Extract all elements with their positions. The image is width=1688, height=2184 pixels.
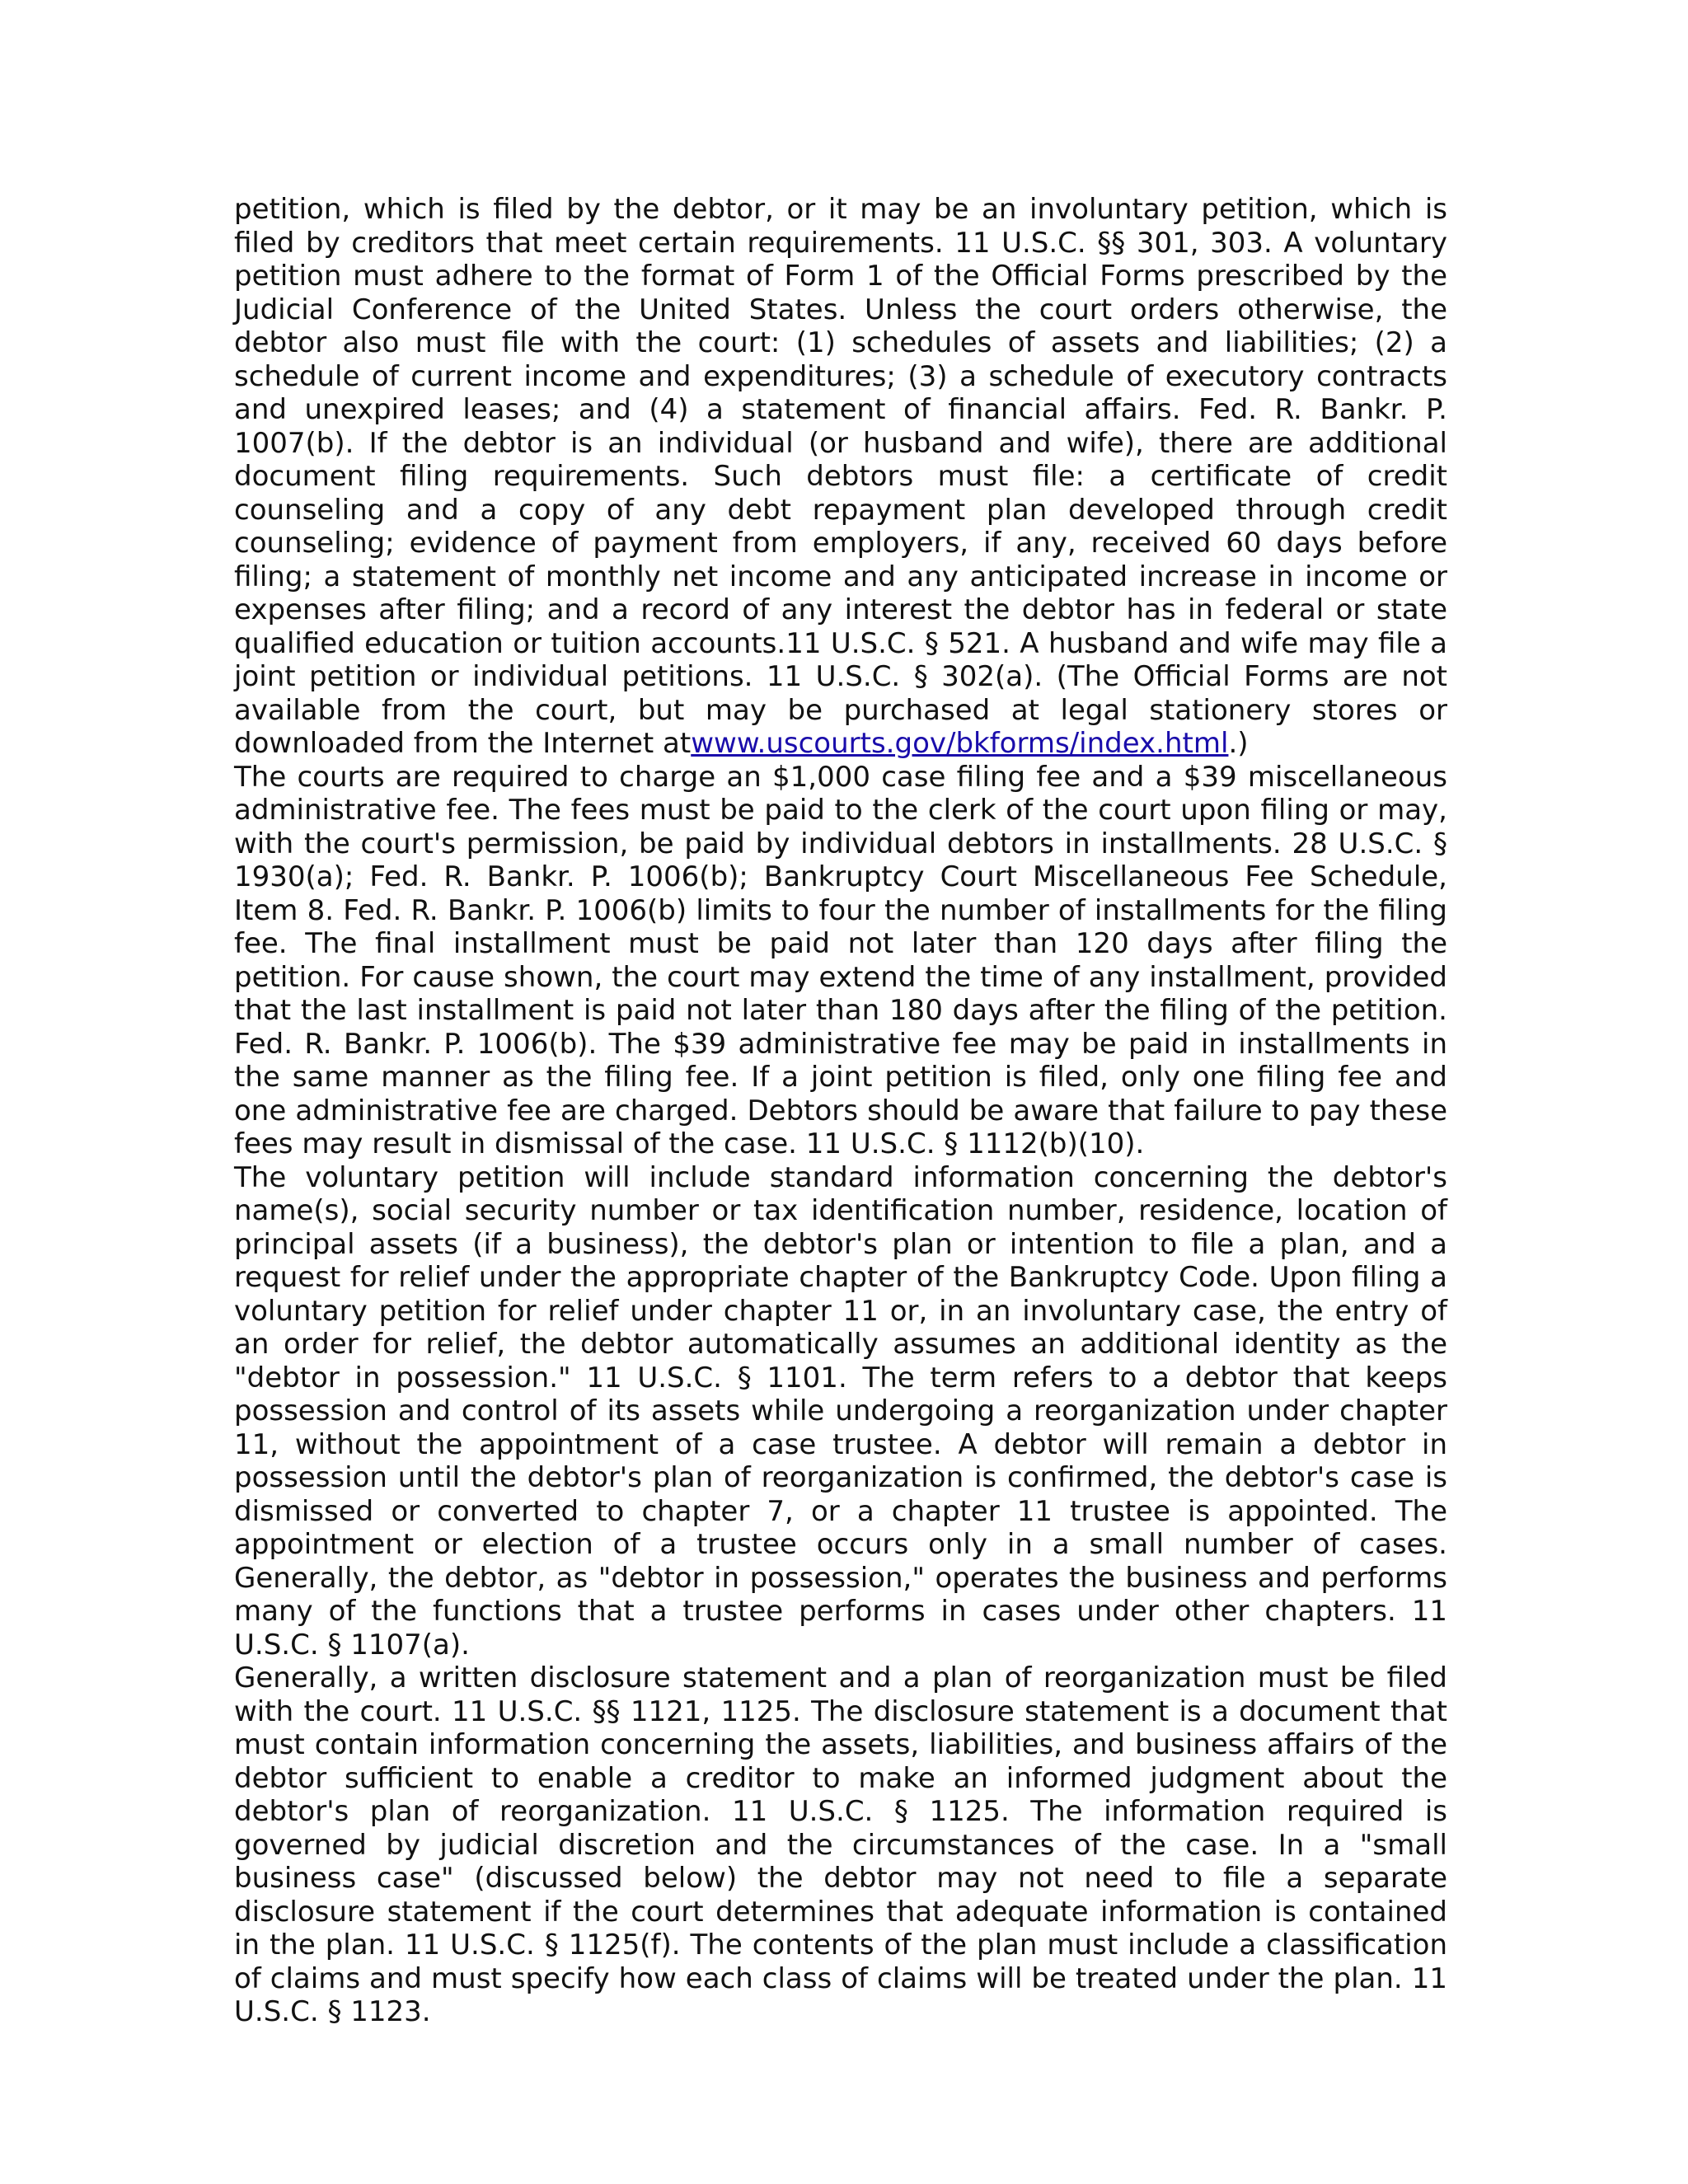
uscourts-forms-link[interactable]: www.uscourts.gov/bkforms/index.html <box>691 727 1229 760</box>
paragraph-filing-fees: The courts are required to charge an $1,000 case filing fee and a $39 miscellaneous administrative fee. The fees must be paid to the clerk of the court upon filing or may, with the court's permission, be paid by individual debtors in installments. 28 U.S.C. § 1930(a); Fed. R. Bankr. P. 1006(b); Bankruptcy Court Miscellaneous Fee Schedule, Item 8. Fed. R. Bankr. P. 1006(b) limits to four the number of installments for the filing fee. The final installment must be paid not later than 120 days after filing the petition. For cause shown, the court may extend the time of any installment, provided that the last installment is paid not later than 180 days after the filing of the petition. Fed. R. Bankr. P. 1006(b). The $39 administrative fee may be paid in installments in the same manner as the filing fee. If a joint petition is filed, only one filing fee and one administrative fee are charged. Debtors should be aware that failure to pay these fees may result in dismissal of the case. 11 U.S.C. § 1112(b)(10). <box>234 760 1447 1160</box>
paragraph-petition-requirements <box>234 193 1447 761</box>
paragraph-disclosure-statement: Generally, a written disclosure statement and a plan of reorganization must be filed with the court. 11 U.S.C. §§ 1121, 1125. The disclosure statement is a document that must contain information concerning the assets, liabilities, and business affairs of the debtor sufficient to enable a creditor to make an informed judgment about the debtor's plan of reorganization. 11 U.S.C. § 1125. The information required is governed by judicial discretion and the circumstances of the case. In a "small business case" (discussed below) the debtor may not need to file a separate disclosure statement if the court determines that adequate information is contained in the plan. 11 U.S.C. § 1125(f). The contents of the plan must include a classification of claims and must specify how each class of claims will be treated under the plan. 11 U.S.C. § 1123. <box>234 1661 1447 2028</box>
document-page <box>234 193 1447 2029</box>
paragraph-text: petition, which is filed by the debtor, or it may be an involuntary petition, which is filed by creditors that meet certain requirements. 11 U.S.C. §§ 301, 303. A voluntary petition must adhere to the format of Form 1 of the Official Forms prescribed by the Judicial Conference of the United States. Unless the court orders otherwise, the debtor also must file with the court: (1) schedules of assets and liabilities; (2) a schedule of current income and expenditures; (3) a schedule of executory contracts and unexpired leases; and (4) a statement of financial affairs. Fed. R. Bankr. P. 1007(b). If the debtor is an individual (or husband and wife), there are additional document filing requirements. Such debtors must file: a certificate of credit counseling and a copy of any debt repayment plan developed through credit counseling; evidence of payment from employers, if any, received 60 days before filing; a statement of monthly net income and any anticipated increase in income or expenses after filing; and a record of any interest the debtor has in federal or state qualified education or tuition accounts.11 U.S.C. § 521. A husband and wife may file a joint petition or individual petitions. 11 U.S.C. § 302(a). (The Official Forms are not available from the court, but may be purchased at legal stationery stores or downloaded from the Internet at <box>234 193 1447 760</box>
paragraph-text: .) <box>1228 727 1249 760</box>
paragraph-debtor-in-possession: The voluntary petition will include standard information concerning the debtor's name(s), social security number or tax identification number, residence, location of principal assets (if a business), the debtor's plan or intention to file a plan, and a request for relief under the appropriate chapter of the Bankruptcy Code. Upon filing a voluntary petition for relief under chapter 11 or, in an involuntary case, the entry of an order for relief, the debtor automatically assumes an additional identity as the "debtor in possession." 11 U.S.C. § 1101. The term refers to a debtor that keeps possession and control of its assets while undergoing a reorganization under chapter 11, without the appointment of a case trustee. A debtor will remain a debtor in possession until the debtor's plan of reorganization is confirmed, the debtor's case is dismissed or converted to chapter 7, or a chapter 11 trustee is appointed. The appointment or election of a trustee occurs only in a small number of cases. Generally, the debtor, as "debtor in possession," operates the business and performs many of the functions that a trustee performs in cases under other chapters. 11 U.S.C. § 1107(a). <box>234 1160 1447 1661</box>
